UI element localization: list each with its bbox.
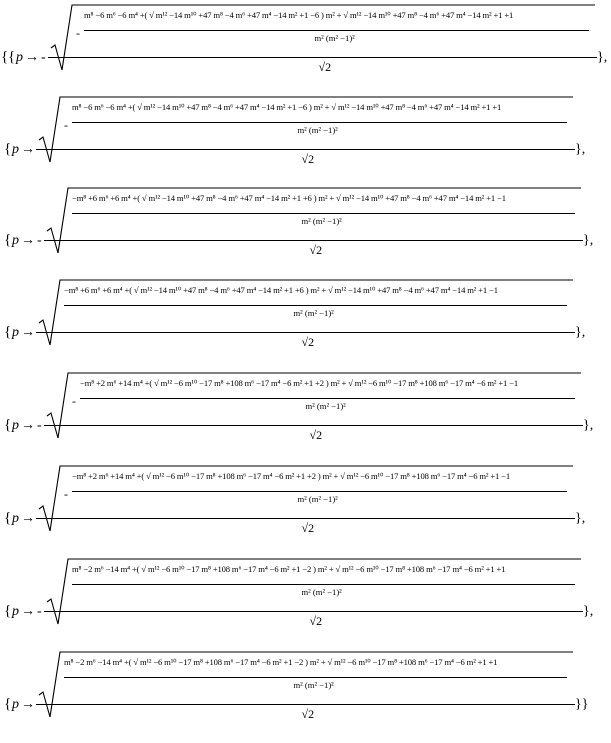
variable-p: p: [12, 142, 19, 157]
open-brace: {: [8, 49, 16, 65]
denominator: m² (m² −1)²: [305, 401, 346, 411]
arrow: →: [21, 142, 35, 157]
arrow: →: [21, 697, 35, 712]
numerator: m⁸ −2 m⁶ −14 m⁴ +( √ m¹² −6 m¹⁰ −17 m⁸ +108 m⁶ −17 m⁴ −6 m² +1 −2 ) m² + √ m¹² −6 m¹⁰ −17 m⁸ +108 m⁶ −17 m⁴ −6 m² +1 +1: [72, 564, 506, 574]
variable-p: p: [12, 511, 19, 526]
open-brace: {: [4, 232, 12, 248]
open-brace: {: [4, 696, 12, 712]
sqrt-two: √2: [309, 243, 323, 257]
solution-rule: [0, 554, 611, 644]
denominator: m² (m² −1)²: [297, 125, 338, 135]
open-brace: {: [4, 510, 12, 526]
open-brace: {: [4, 141, 12, 157]
numerator: −m⁸ +2 m⁶ +14 m⁴ +( √ m¹² −6 m¹⁰ −17 m⁸ +108 m⁶ −17 m⁴ −6 m² +1 +2 ) m² + √ m¹² −6 m¹⁰ −17 m⁸ +108 m⁶ −17 m⁴ −6 m² +1 −1: [80, 378, 519, 388]
outer-fraction-bar: [36, 704, 575, 705]
close-brace: }}: [575, 697, 589, 712]
sqrt-two: √2: [301, 335, 315, 349]
inner-fraction-bar: [72, 122, 567, 123]
close-brace: },: [583, 604, 594, 619]
arrow: →: [21, 511, 35, 526]
variable-p: p: [12, 604, 19, 619]
denominator: m² (m² −1)²: [301, 587, 342, 597]
outer-fraction-bar: [36, 518, 575, 519]
solution-rule: [0, 368, 611, 458]
outer-minus-sign: -: [37, 604, 42, 619]
variable-p: p: [12, 697, 19, 712]
denominator: m² (m² −1)²: [301, 216, 342, 226]
outer-fraction-bar: [36, 332, 575, 333]
outer-fraction-bar: [48, 57, 597, 58]
outer-open-brace: {: [1, 49, 9, 65]
denominator: m² (m² −1)²: [293, 308, 334, 318]
solution-rule: [0, 92, 611, 182]
inner-fraction-bar: [64, 305, 567, 306]
variable-p: p: [16, 50, 23, 65]
solution-rule: [0, 0, 611, 90]
close-brace: },: [583, 418, 594, 433]
close-brace: },: [575, 142, 586, 157]
variable-p: p: [12, 418, 19, 433]
inner-fraction-bar: [72, 213, 575, 214]
outer-minus-sign: -: [41, 50, 46, 65]
close-brace: },: [583, 233, 594, 248]
solution-rule: [0, 461, 611, 551]
arrow: →: [21, 325, 35, 340]
inner-fraction-bar: [72, 491, 567, 492]
inner-minus-sign: -: [72, 394, 76, 408]
arrow: →: [21, 233, 35, 248]
close-brace: },: [575, 511, 586, 526]
open-brace: {: [4, 417, 12, 433]
close-brace: },: [597, 50, 608, 65]
numerator: −m⁸ +2 m⁶ +14 m⁴ +( √ m¹² −6 m¹⁰ −17 m⁸ +108 m⁶ −17 m⁴ −6 m² +1 +2 ) m² + √ m¹² −6 m¹⁰ −17 m⁸ +108 m⁶ −17 m⁴ −6 m² +1 −1: [72, 471, 511, 481]
sqrt-two: √2: [301, 152, 315, 166]
open-brace: {: [4, 324, 12, 340]
solution-rule: [0, 183, 611, 273]
numerator: −m⁸ +6 m⁶ +6 m⁴ +( √ m¹² −14 m¹⁰ +47 m⁸ −4 m⁶ +47 m⁴ −14 m² +1 +6 ) m² + √ m¹² −14 m¹⁰ +47 m⁸ −4 m⁶ +47 m⁴ −14 m² +1 −1: [72, 193, 506, 203]
inner-fraction-bar: [84, 30, 589, 31]
numerator: m⁸ −6 m⁶ −6 m⁴ +( √ m¹² −14 m¹⁰ +47 m⁸ −4 m⁶ +47 m⁴ −14 m² +1 −6 ) m² + √ m¹² −14 m¹⁰ +47 m⁸ −4 m⁶ +47 m⁴ −14 m² +1 +1: [72, 102, 502, 112]
sqrt-two: √2: [318, 60, 332, 74]
variable-p: p: [12, 233, 19, 248]
outer-fraction-bar: [44, 611, 583, 612]
outer-minus-sign: -: [37, 418, 42, 433]
numerator: −m⁸ +6 m⁶ +6 m⁴ +( √ m¹² −14 m¹⁰ +47 m⁸ −4 m⁶ +47 m⁴ −14 m² +1 +6 ) m² + √ m¹² −14 m¹⁰ +47 m⁸ −4 m⁶ +47 m⁴ −14 m² +1 −1: [64, 285, 498, 295]
arrow: →: [21, 604, 35, 619]
inner-fraction-bar: [80, 398, 575, 399]
inner-fraction-bar: [64, 677, 567, 678]
open-brace: {: [4, 603, 12, 619]
close-brace: },: [575, 325, 586, 340]
outer-fraction-bar: [44, 240, 583, 241]
outer-minus-sign: -: [37, 233, 42, 248]
outer-fraction-bar: [44, 425, 583, 426]
inner-minus-sign: -: [64, 487, 68, 501]
sqrt-two: √2: [309, 614, 323, 628]
numerator: m⁸ −2 m⁶ −14 m⁴ +( √ m¹² −6 m¹⁰ −17 m⁸ +108 m⁶ −17 m⁴ −6 m² +1 −2 ) m² + √ m¹² −6 m¹⁰ −17 m⁸ +108 m⁶ −17 m⁴ −6 m² +1 +1: [64, 657, 498, 667]
numerator: m⁸ −6 m⁶ −6 m⁴ +( √ m¹² −14 m¹⁰ +47 m⁸ −4 m⁶ +47 m⁴ −14 m² +1 −6 ) m² + √ m¹² −14 m¹⁰ +47 m⁸ −4 m⁶ +47 m⁴ −14 m² +1 +1: [84, 10, 514, 20]
denominator: m² (m² −1)²: [314, 33, 355, 43]
arrow: →: [25, 50, 39, 65]
denominator: m² (m² −1)²: [297, 494, 338, 504]
sqrt-two: √2: [309, 428, 323, 442]
variable-p: p: [12, 325, 19, 340]
inner-minus-sign: -: [76, 26, 80, 40]
sqrt-two: √2: [301, 707, 315, 721]
sqrt-two: √2: [301, 521, 315, 535]
solution-rule: [0, 647, 611, 737]
inner-minus-sign: -: [64, 118, 68, 132]
denominator: m² (m² −1)²: [293, 680, 334, 690]
arrow: →: [21, 418, 35, 433]
solution-rule: [0, 275, 611, 365]
inner-fraction-bar: [72, 584, 575, 585]
outer-fraction-bar: [36, 149, 575, 150]
